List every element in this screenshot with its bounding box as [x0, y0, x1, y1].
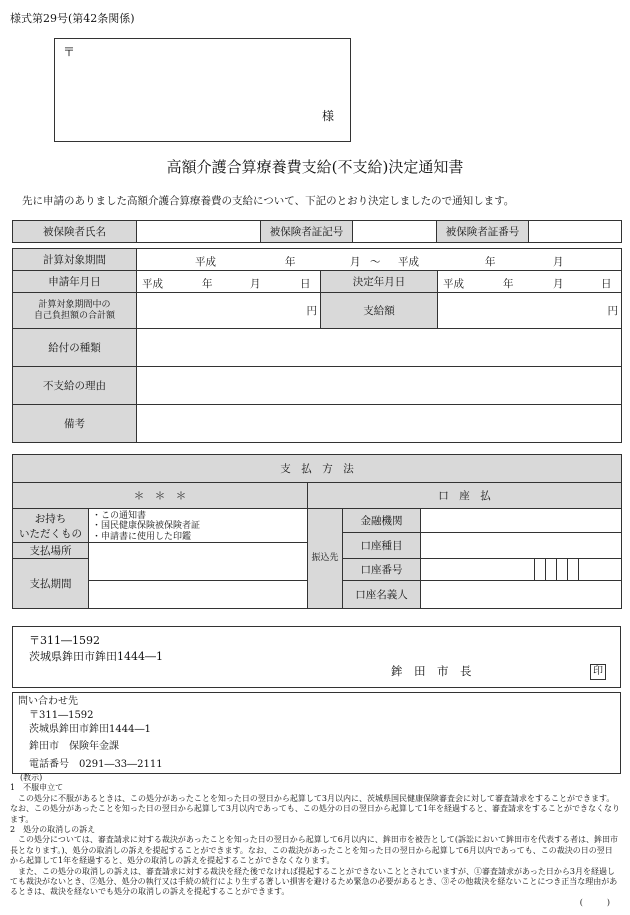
- period-value[interactable]: [137, 249, 622, 271]
- insured-name-value[interactable]: [137, 221, 261, 243]
- contact-phone-label: 電話番号: [29, 759, 69, 770]
- note-2-title: 2 処分の取消しの訴え: [10, 824, 96, 834]
- note-2-body: この処分については、審査請求に対する裁決があったことを知った日の翌日から起算して6月以内に、鉾田市を被告として(訴訟において鉾田市を代表する者は、鉾田市長となります。)、処分の取消しの訴えを提起することができます。なお、この裁決があったことを知った日の翌日から起算して6月以内であっても、この裁決の日の翌日から起算して1年を経過すると、処分の取消しの訴えを提起することができなくなります。: [10, 835, 618, 866]
- form-number: 様式第29号(第42条関係): [10, 12, 135, 25]
- bring-item: ・この通知書: [92, 511, 147, 521]
- burden-label-line2: 自己負担額の合計額: [33, 310, 115, 321]
- bring-label-line2: いただくもの: [19, 527, 82, 540]
- notes: [10, 773, 620, 908]
- notes-paren: ( ): [579, 897, 610, 907]
- account-number-cell[interactable]: [421, 559, 535, 581]
- period-label: 計算対象期間: [13, 249, 137, 271]
- benefit-type-value[interactable]: [137, 329, 622, 367]
- remarks-value[interactable]: [137, 405, 622, 443]
- apply-era: 平成: [142, 277, 163, 290]
- period-era-2: 平成: [398, 255, 419, 268]
- period-era-1: 平成: [195, 255, 216, 268]
- account-holder-value[interactable]: [421, 581, 622, 609]
- apply-year: 年: [202, 277, 213, 290]
- decision-year: 年: [503, 277, 514, 290]
- contact-label: 問い合わせ先: [18, 696, 78, 707]
- reason-label: 不支給の理由: [13, 367, 137, 405]
- payment-period-value[interactable]: [89, 581, 308, 609]
- account-type-value[interactable]: [421, 533, 622, 559]
- contact-dept: 鉾田市 保険年金課: [29, 741, 119, 752]
- payment-period-label: 支払期間: [13, 559, 89, 609]
- seal-stamp: 印: [590, 664, 606, 680]
- payment-place-label: 支払場所: [13, 543, 89, 559]
- benefit-type-label: 給付の種類: [13, 329, 137, 367]
- bring-items-label: [13, 509, 89, 543]
- payment-yen: 円: [607, 305, 619, 317]
- cert-symbol-label: 被保険者証記号: [261, 221, 353, 243]
- account-number-label: 口座番号: [343, 559, 421, 581]
- issuer-box: [12, 626, 621, 688]
- apply-month: 月: [250, 277, 261, 290]
- bring-label-line1: お持ち: [34, 512, 67, 525]
- account-number-cell[interactable]: [546, 559, 557, 581]
- burden-yen: 円: [306, 305, 317, 317]
- insured-table: [12, 220, 622, 243]
- burden-value[interactable]: [137, 293, 321, 329]
- remarks-label: 備考: [13, 405, 137, 443]
- apply-date-label: 申請年月日: [13, 271, 137, 293]
- payment-method-table: [12, 454, 622, 609]
- decision-month: 月: [553, 277, 564, 290]
- bank-value[interactable]: [421, 509, 622, 533]
- bring-item: ・国民健康保険被保険者証: [92, 521, 201, 532]
- right-header: 口 座 払: [308, 483, 622, 509]
- bank-label: 金融機関: [343, 509, 421, 533]
- apply-day: 日: [300, 277, 311, 290]
- bring-items-list: [89, 509, 308, 543]
- issuer-address: 茨城県鉾田市鉾田1444―1: [29, 650, 163, 663]
- honorific: 様: [321, 109, 334, 123]
- decision-date-label: 決定年月日: [321, 271, 438, 293]
- cert-number-label: 被保険者証番号: [437, 221, 529, 243]
- payment-method-header: 支 払 方 法: [13, 455, 622, 483]
- period-tilde: 〜: [370, 255, 381, 268]
- contact-box: [12, 692, 621, 774]
- contact-address: 茨城県鉾田市鉾田1444―1: [29, 724, 151, 735]
- note-1-body: この処分に不服があるときは、この処分があったことを知った日の翌日から起算して3月以内に、茨城県国民健康保険審査会に対して審査請求をすることができます。なお、この処分があったことを知った日の翌日から起算して3月以内であっても、この処分の日の翌日から起算して1年を経過すると、審査請求をすることができなくなります。: [10, 793, 621, 824]
- apply-date-value[interactable]: [137, 271, 321, 293]
- payment-place-value[interactable]: [89, 543, 308, 581]
- notes-header: (教示): [20, 773, 43, 782]
- payment-amount-label: 支給額: [321, 293, 438, 329]
- transfer-label: 振込先: [308, 509, 343, 609]
- burden-label: [13, 293, 137, 329]
- note-3-body: また、この処分の取消しの訴えは、審査請求に対する裁決を経た後でなければ提起することができないこととされていますが、①審査請求があった日から3月を経過しても裁決がないとき、②処分、処分の執行又は手続の続行により生ずる著しい損害を避けるため緊急の必要があるとき、③その他裁決を経ないことにつき正当な理由があるときは、裁決を経ないでも処分の取消しの訴えを提起することができます。: [10, 866, 618, 897]
- reason-value[interactable]: [137, 367, 622, 405]
- burden-label-line1: 計算対象期間中の: [38, 300, 111, 311]
- cert-symbol-value[interactable]: [353, 221, 437, 243]
- page-title: 高額介護合算療養費支給(不支給)決定通知書: [166, 158, 464, 176]
- period-year-2: 年: [485, 255, 496, 268]
- cert-number-value[interactable]: [529, 221, 622, 243]
- decision-era: 平成: [443, 277, 464, 290]
- account-number-cell[interactable]: [579, 559, 622, 581]
- issuer-mayor: 鉾 田 市 長: [391, 664, 472, 678]
- postal-mark: 〒: [63, 45, 76, 59]
- period-month-2: 月: [553, 255, 564, 268]
- issuer-postal: 〒311―1592: [29, 634, 100, 647]
- note-1-title: 1 不服申立て: [10, 783, 64, 793]
- account-number-cell[interactable]: [535, 559, 546, 581]
- contact-postal: 〒311―1592: [29, 710, 94, 721]
- account-type-label: 口座種目: [343, 533, 421, 559]
- address-box: [54, 38, 351, 142]
- contact-phone: 0291―33―2111: [79, 759, 163, 770]
- left-header: ＊ ＊ ＊: [13, 483, 308, 509]
- decision-day: 日: [601, 277, 612, 290]
- account-number-cell[interactable]: [568, 559, 579, 581]
- decision-date-value[interactable]: [438, 271, 622, 293]
- details-table: [12, 248, 622, 443]
- account-number-cell[interactable]: [557, 559, 568, 581]
- intro-text: 先に申請のありました高額介護合算療養費の支給について、下記のとおり決定しましたので通知します。: [22, 195, 515, 207]
- period-month-1: 月: [350, 255, 361, 268]
- bring-item: ・申請書に使用した印鑑: [92, 531, 192, 542]
- account-holder-label: 口座名義人: [343, 581, 421, 609]
- insured-name-label: 被保険者氏名: [13, 221, 137, 243]
- payment-amount-value[interactable]: [438, 293, 622, 329]
- period-year-1: 年: [285, 255, 296, 268]
